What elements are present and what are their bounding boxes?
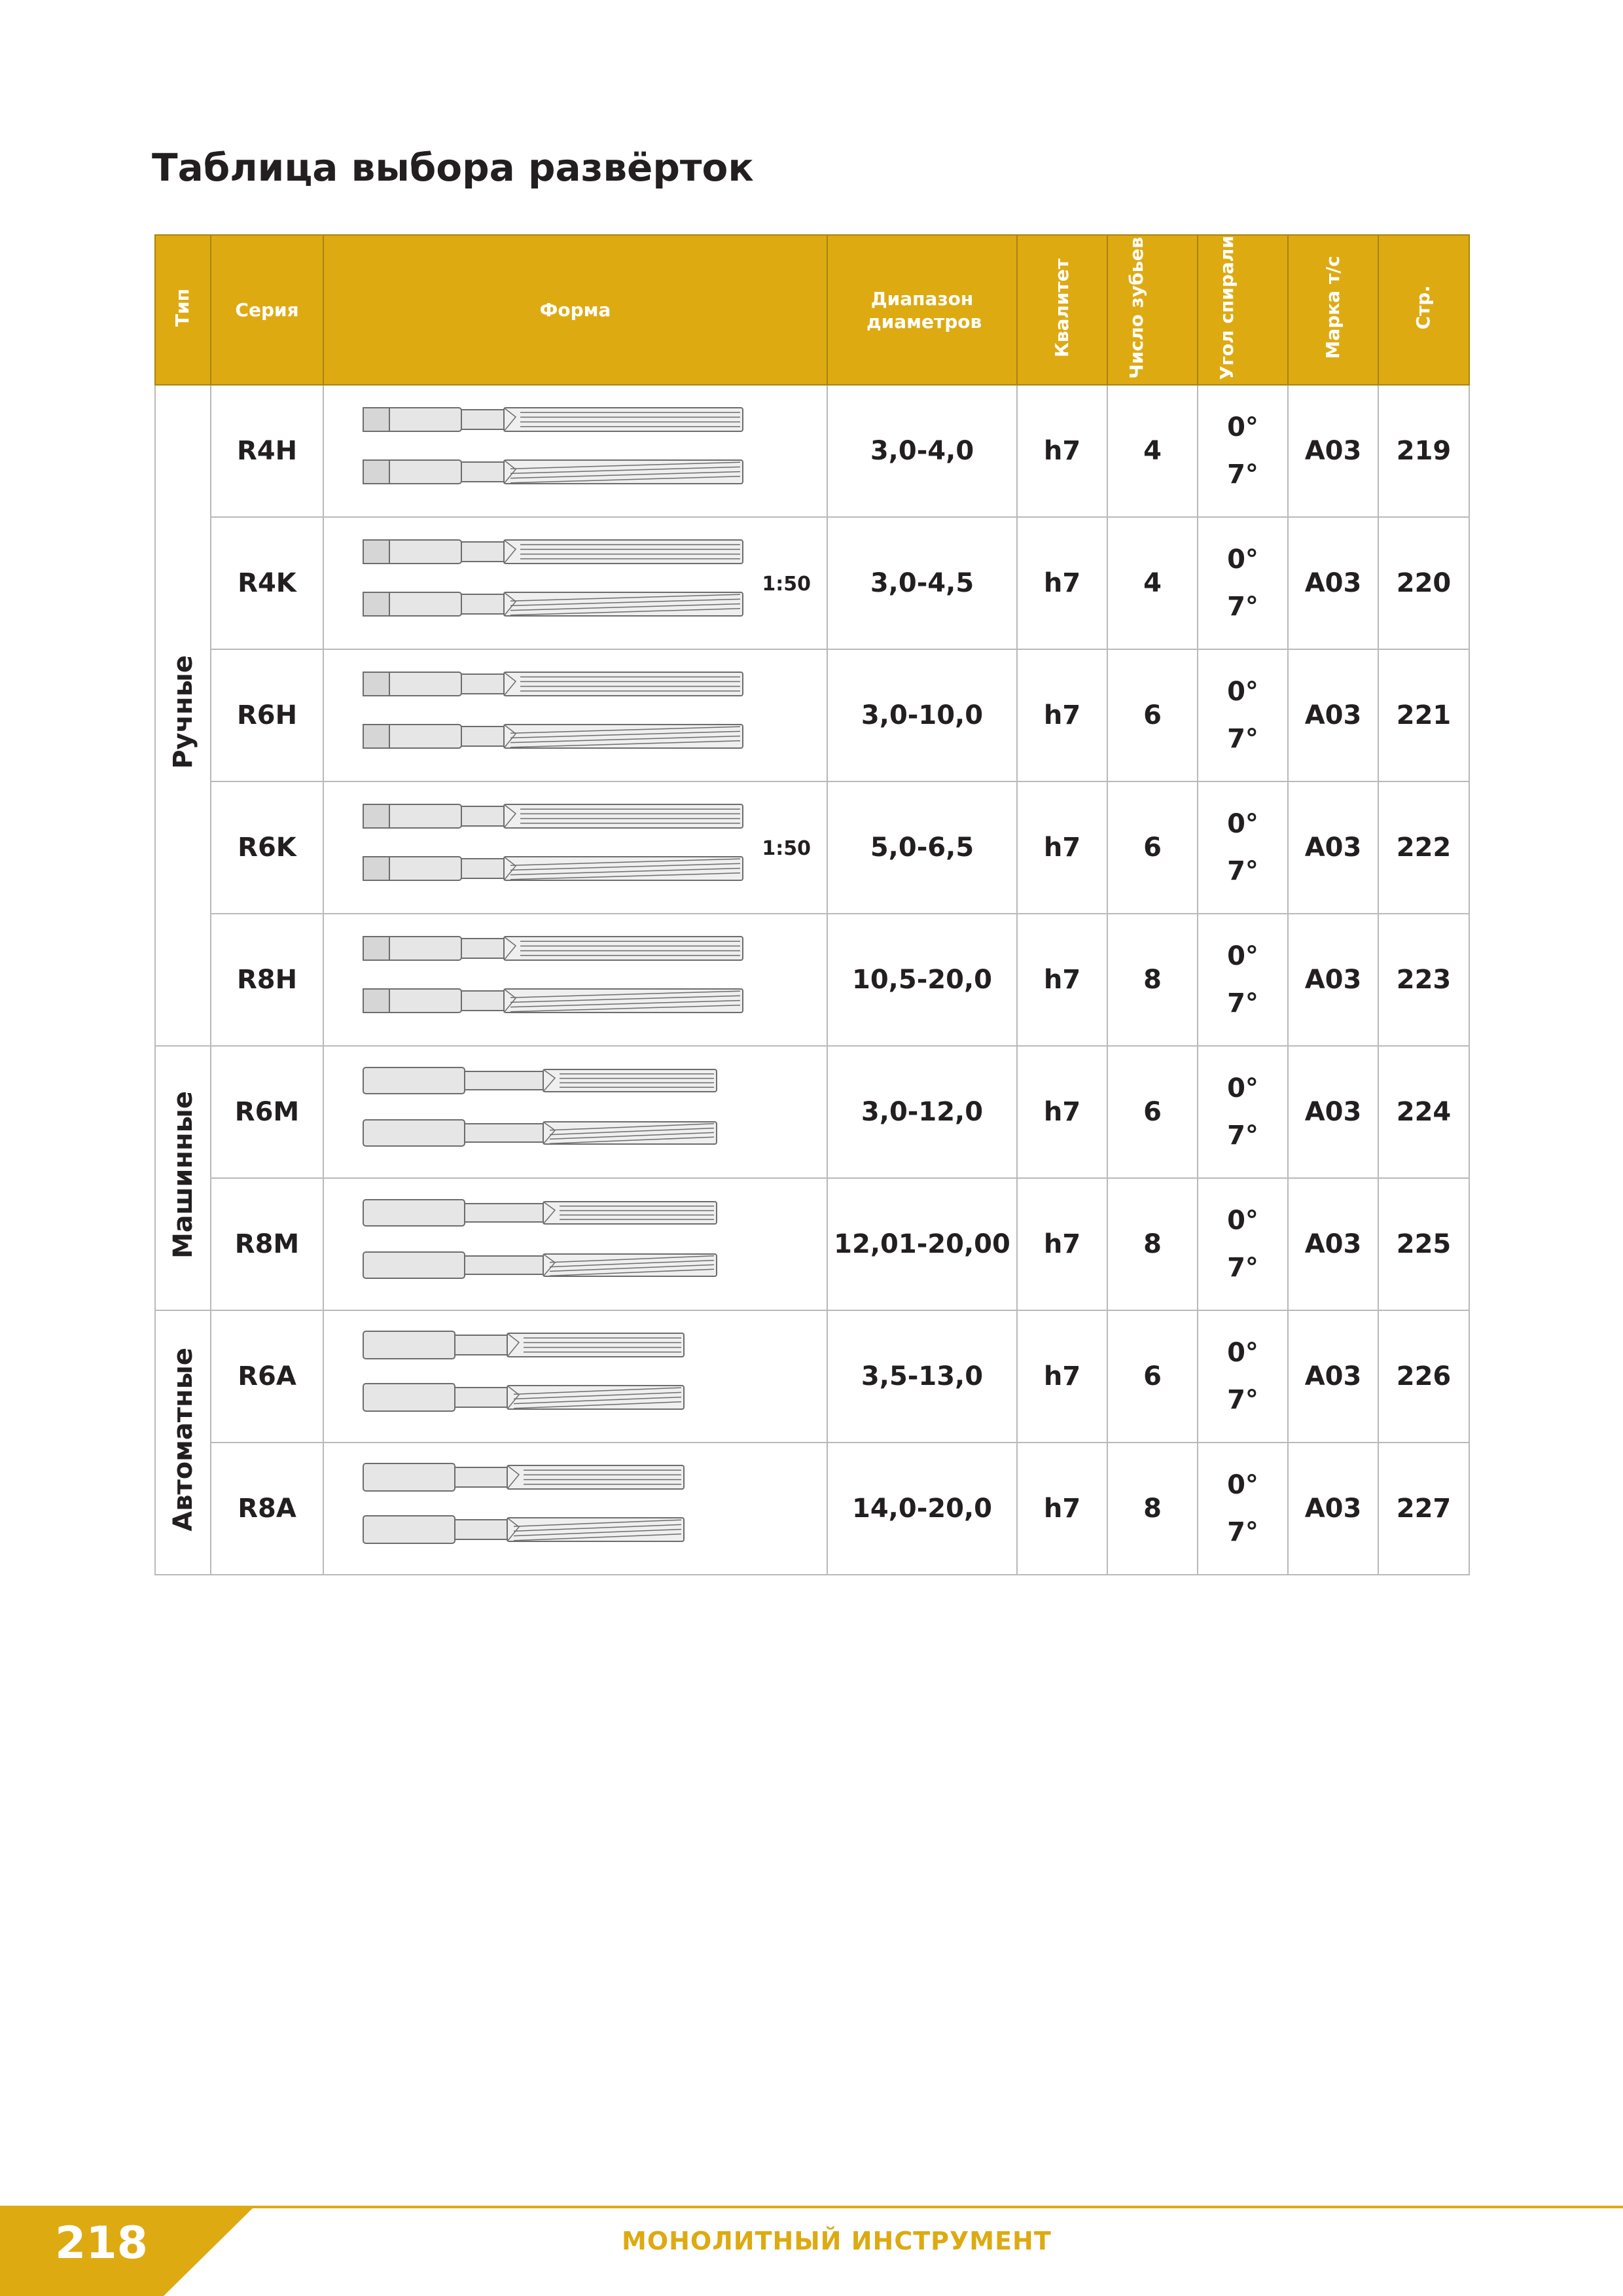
helix-angle-spiral: 7° (1227, 1517, 1258, 1548)
helix-angle-cell (1198, 1443, 1288, 1575)
header-form: Форма (323, 235, 827, 385)
series-cell: R6M (211, 1046, 323, 1178)
form-cell (323, 385, 827, 517)
carbide-grade-cell: A03 (1288, 1178, 1378, 1310)
table-row (155, 1310, 1469, 1443)
diameter-range-cell: 10,5-20,0 (827, 914, 1017, 1046)
carbide-grade-cell: A03 (1288, 649, 1378, 781)
carbide-grade-cell: A03 (1288, 781, 1378, 914)
reamer-drawing-icon (324, 782, 828, 913)
helix-angle-spiral: 7° (1227, 724, 1258, 755)
form-cell (323, 1046, 827, 1178)
grade-cell: h7 (1017, 1443, 1107, 1575)
helix-angle-straight: 0° (1227, 1338, 1258, 1369)
helix-angle-cell (1198, 1310, 1288, 1443)
type-group-cell (155, 385, 211, 1046)
page-number: 218 (55, 2217, 148, 2269)
table-row (155, 649, 1469, 781)
header-diameter-range: Диапазон диаметров (827, 235, 1017, 385)
footer-section-title: МОНОЛИТНЫЙ ИНСТРУМЕНТ (622, 2227, 1052, 2255)
table-row (155, 781, 1469, 914)
teeth-cell: 8 (1107, 1443, 1198, 1575)
carbide-grade-cell: A03 (1288, 1443, 1378, 1575)
header-row (155, 235, 1469, 385)
teeth-cell: 6 (1107, 1046, 1198, 1178)
table-row (155, 1178, 1469, 1310)
taper-label: 1:50 (762, 837, 811, 861)
page-ref-cell: 221 (1378, 649, 1469, 781)
diameter-range-cell: 14,0-20,0 (827, 1443, 1017, 1575)
teeth-cell: 8 (1107, 1178, 1198, 1310)
carbide-grade-cell: A03 (1288, 914, 1378, 1046)
form-cell (323, 517, 827, 649)
form-cell (323, 914, 827, 1046)
type-group-label: Ручные (168, 655, 198, 770)
form-cell (323, 1310, 827, 1443)
series-cell: R6H (211, 649, 323, 781)
page-ref-cell: 227 (1378, 1443, 1469, 1575)
form-cell (323, 649, 827, 781)
diameter-range-cell: 3,0-10,0 (827, 649, 1017, 781)
reamer-drawing-icon (324, 1311, 828, 1442)
helix-angle-spiral: 7° (1227, 1385, 1258, 1416)
header-grade: Квалитет (1017, 235, 1107, 385)
page-ref-cell: 223 (1378, 914, 1469, 1046)
series-cell: R6K (211, 781, 323, 914)
page-ref-cell: 219 (1378, 385, 1469, 517)
page-ref-cell: 224 (1378, 1046, 1469, 1178)
grade-cell: h7 (1017, 649, 1107, 781)
reamer-drawing-icon (324, 518, 828, 649)
header-carbide-grade: Марка т/с (1288, 235, 1378, 385)
helix-angle-straight: 0° (1227, 412, 1258, 443)
teeth-cell: 4 (1107, 517, 1198, 649)
reamer-selection-table (154, 234, 1470, 1575)
teeth-cell: 6 (1107, 781, 1198, 914)
grade-cell: h7 (1017, 1310, 1107, 1443)
helix-angle-spiral: 7° (1227, 1253, 1258, 1283)
diameter-range-cell: 3,5-13,0 (827, 1310, 1017, 1443)
reamer-drawing-icon (324, 1443, 828, 1574)
helix-angle-cell (1198, 649, 1288, 781)
reamer-drawing-icon (324, 914, 828, 1045)
grade-cell: h7 (1017, 517, 1107, 649)
diameter-range-cell: 5,0-6,5 (827, 781, 1017, 914)
teeth-cell: 6 (1107, 649, 1198, 781)
grade-cell: h7 (1017, 914, 1107, 1046)
helix-angle-cell (1198, 385, 1288, 517)
grade-cell: h7 (1017, 1178, 1107, 1310)
helix-angle-straight: 0° (1227, 545, 1258, 575)
page-ref-cell: 220 (1378, 517, 1469, 649)
table-row (155, 385, 1469, 517)
helix-angle-straight: 0° (1227, 1073, 1258, 1104)
series-cell: R8M (211, 1178, 323, 1310)
teeth-cell: 6 (1107, 1310, 1198, 1443)
carbide-grade-cell: A03 (1288, 1046, 1378, 1178)
helix-angle-straight: 0° (1227, 677, 1258, 708)
reamer-drawing-icon (324, 386, 828, 516)
table-row (155, 517, 1469, 649)
form-cell (323, 1443, 827, 1575)
diameter-range-cell: 3,0-4,5 (827, 517, 1017, 649)
diameter-range-cell: 12,01-20,00 (827, 1178, 1017, 1310)
series-cell: R6A (211, 1310, 323, 1443)
page-ref-cell: 225 (1378, 1178, 1469, 1310)
page-ref-cell: 226 (1378, 1310, 1469, 1443)
helix-angle-spiral: 7° (1227, 459, 1258, 490)
page-title: Таблица выбора развёрток (152, 145, 754, 190)
table-row (155, 914, 1469, 1046)
series-cell: R8H (211, 914, 323, 1046)
header-helix-angle: Угол спирали (1198, 235, 1288, 385)
helix-angle-spiral: 7° (1227, 1121, 1258, 1151)
helix-angle-straight: 0° (1227, 809, 1258, 840)
teeth-cell: 8 (1107, 914, 1198, 1046)
form-cell (323, 1178, 827, 1310)
helix-angle-cell (1198, 517, 1288, 649)
helix-angle-cell (1198, 914, 1288, 1046)
taper-label: 1:50 (762, 573, 811, 596)
footer-rule (249, 2206, 1623, 2208)
page-ref-cell: 222 (1378, 781, 1469, 914)
header-type: Тип (155, 235, 211, 385)
helix-angle-cell (1198, 1178, 1288, 1310)
helix-angle-cell (1198, 1046, 1288, 1178)
type-group-label: Машинные (168, 1091, 198, 1259)
helix-angle-spiral: 7° (1227, 592, 1258, 622)
helix-angle-straight: 0° (1227, 941, 1258, 972)
diameter-range-cell: 3,0-12,0 (827, 1046, 1017, 1178)
reamer-drawing-icon (324, 1047, 828, 1177)
carbide-grade-cell: A03 (1288, 1310, 1378, 1443)
helix-angle-spiral: 7° (1227, 988, 1258, 1019)
type-group-cell (155, 1310, 211, 1575)
series-cell: R8A (211, 1443, 323, 1575)
series-cell: R4K (211, 517, 323, 649)
helix-angle-straight: 0° (1227, 1470, 1258, 1501)
helix-angle-cell (1198, 781, 1288, 914)
table-row (155, 1443, 1469, 1575)
carbide-grade-cell: A03 (1288, 385, 1378, 517)
type-group-cell (155, 1046, 211, 1310)
series-cell: R4H (211, 385, 323, 517)
header-teeth: Число зубьев (1107, 235, 1198, 385)
helix-angle-straight: 0° (1227, 1206, 1258, 1236)
grade-cell: h7 (1017, 385, 1107, 517)
reamer-drawing-icon (324, 1179, 828, 1310)
table-row (155, 1046, 1469, 1178)
form-cell (323, 781, 827, 914)
type-group-label: Автоматные (168, 1347, 198, 1532)
helix-angle-spiral: 7° (1227, 856, 1258, 887)
header-page: Стр. (1378, 235, 1469, 385)
teeth-cell: 4 (1107, 385, 1198, 517)
header-series: Серия (211, 235, 323, 385)
carbide-grade-cell: A03 (1288, 517, 1378, 649)
grade-cell: h7 (1017, 781, 1107, 914)
grade-cell: h7 (1017, 1046, 1107, 1178)
diameter-range-cell: 3,0-4,0 (827, 385, 1017, 517)
reamer-drawing-icon (324, 650, 828, 781)
